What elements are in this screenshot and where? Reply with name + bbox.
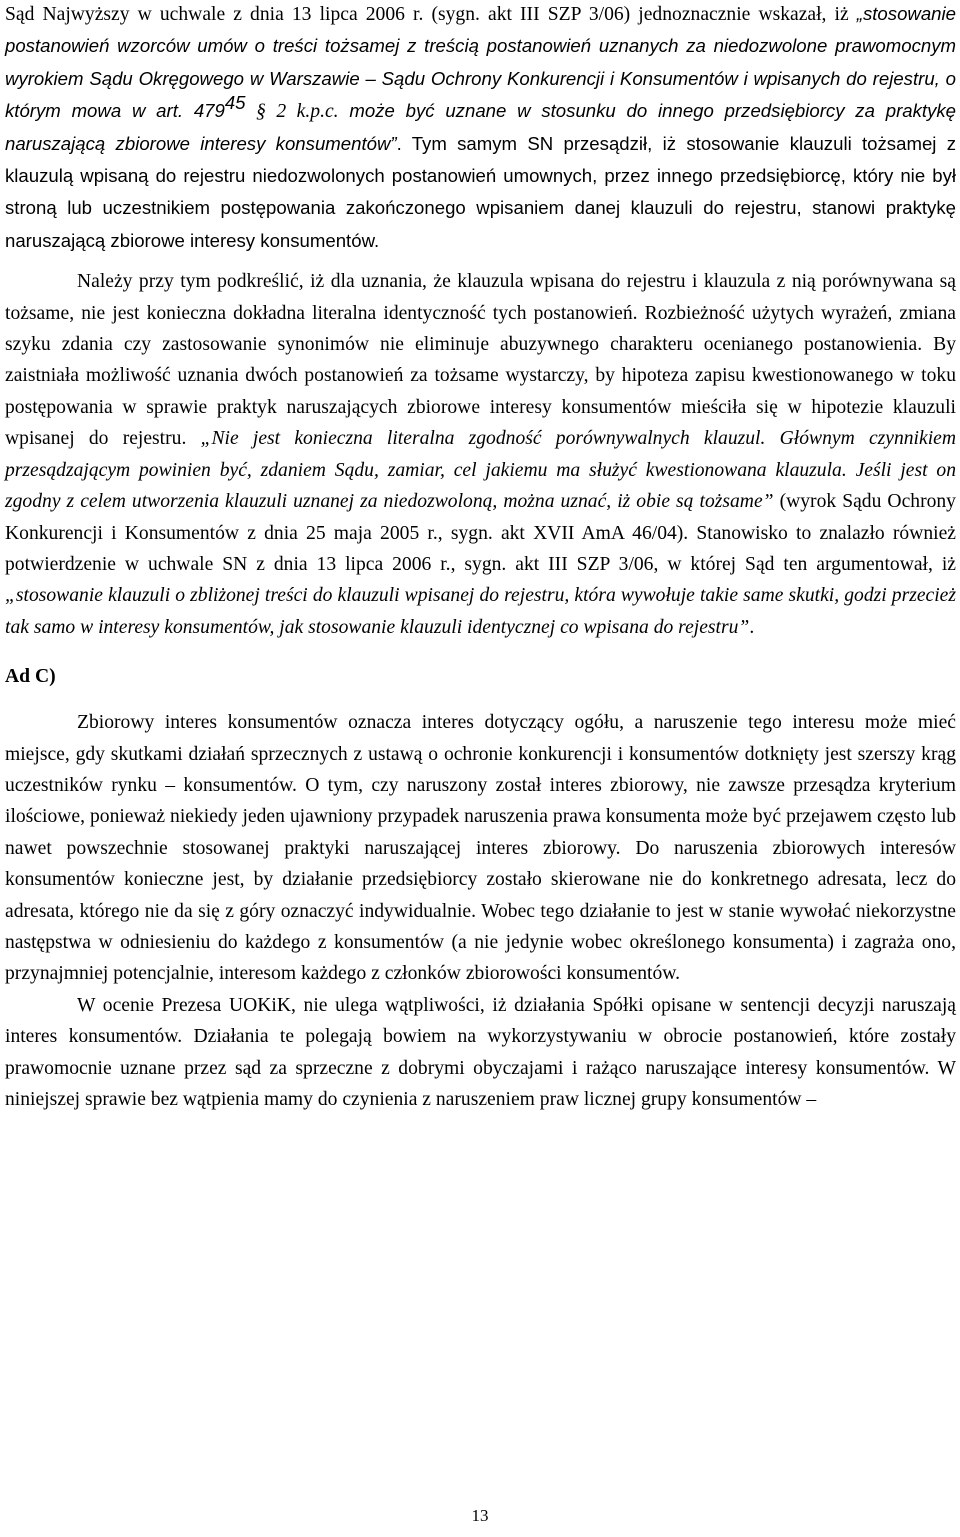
article-reference: § 2 k.p.c. <box>245 101 339 123</box>
paragraph-2-end: . <box>749 616 755 638</box>
paragraph-2 <box>5 266 956 643</box>
quote-sn-argument: „stosowanie klauzuli o zbliżonej treści do klauzuli wpisanej do rejestru, która wywołuje takie same skutki, godzi przecież tak samo w interesy konsumentów, jak stosowanie klauzuli identycznej co wpisana do rejestru” <box>5 585 956 638</box>
page-content <box>5 0 956 1115</box>
page-number: 13 <box>471 1506 489 1525</box>
section-heading: Ad C) <box>5 666 56 688</box>
paragraph-2-citation: (wyrok Sądu Ochrony Konkurencji i Konsumentów z dnia 25 maja 2005 r., sygn. akt XVII AmA 46/04). Stanowisko to znalazło również potwierdzenie w uchwale SN z dnia 13 lipca 2006 r., sygn. akt III SZP 3/06, w której Sąd ten argumentował, iż <box>5 491 956 575</box>
quote-sn-resolution-end: może być uznane w stosunku do innego przedsiębiorcy za praktykę naruszającą zbiorowe interesy konsumentów” <box>5 100 956 154</box>
quote-court-judgment: „Nie jest konieczna literalna zgodność porównywalnych klauzul. Głównym czynnikiem przesądzającym powinien być, zdaniem Sądu, zamiar, cel jakiemu ma służyć kwestionowana klauzula. Jeśli jest on zgodny z celem utworzenia klauzuli uznanej za niedozwoloną, można uznać, iż obie są tożsame” <box>5 428 956 513</box>
paragraph-1-intro: Sąd Najwyższy w uchwale z dnia 13 lipca 2006 r. (sygn. akt III SZP 3/06) jednoznacznie wskazał, iż <box>5 4 857 25</box>
quote-sn-resolution: „stosowanie postanowień wzorców umów o treści tożsamej z treścią postanowień uznanych za niedozwolone prawomocnym wyrokiem Sądu Okręgowego w Warszawie – Sądu Ochrony Konkurencji i Konsumentów i wpisanych do rejestru, o którym mowa w art. 479 <box>5 3 956 122</box>
paragraph-4: W ocenie Prezesa UOKiK, nie ulega wątpliwości, iż działania Spółki opisane w sentencji decyzji naruszają interes konsumentów. Działania te polegają bowiem na wykorzystywaniu w obrocie postanowień, które zostały prawomocnie uznane przez sąd za sprzeczne z dobrymi obyczajami i rażąco naruszające interesy konsumentów. W niniejszej sprawie bez wątpienia mamy do czynienia z naruszeniem praw licznej grupy konsumentów – <box>5 994 956 1110</box>
paragraph-3: Zbiorowy interes konsumentów oznacza interes dotyczący ogółu, a naruszenie tego interesu może mieć miejsce, gdy skutkami działań sprzecznych z ustawą o ochronie konkurencji i konsumentów dotknięty jest szerszy krąg uczestników rynku – konsumentów. O tym, czy naruszony został interes zbiorowy, nie zawsze przesądza kryterium ilościowe, ponieważ niekiedy jeden ujawniony przypadek naruszenia prawa konsumenta może być przejawem często lub nawet powszechnie stosowanej praktyki naruszającej interes zbiorowy. Do naruszenia zbiorowych interesów konsumentów konieczne jest, by działanie przedsiębiorcy zostało skierowane nie do konkretnego adresata, lecz do adresata, którego nie da się z góry oznaczyć indywidualnie. Wobec tego działanie to jest w stanie wywołać niekorzystne następstwa w odniesieniu do każdego z konsumentów (a nie jedynie wobec określonego konsumenta) i zagraża ono, przynajmniej potencjalnie, interesom każdego z członków zbiorowości konsumentów. <box>5 712 956 985</box>
paragraph-2-text: Należy przy tym podkreślić, iż dla uznania, że klauzula wpisana do rejestru i klauzula z nią porównywana są tożsame, nie jest konieczna dokładna literalna identyczność tych postanowień. Rozbieżność użytych wyrażeń, zmiana szyku zdania czy zastosowanie synonimów nie eliminuje abuzywnego charakteru ocenianego postanowienia. By zaistniała możliwość uznania dwóch postanowień za tożsame wystarczy, by hipoteza zapisu kwestionowanego w toku postępowania w sprawie praktyk naruszających zbiorowe interesy konsumentów mieściła się w hipotezie klauzuli wpisanej do rejestru. <box>5 271 956 450</box>
paragraph-1 <box>5 0 956 257</box>
article-superscript: 45 <box>224 92 246 114</box>
paragraph-1-conclusion: . Tym samym SN przesądził, iż stosowanie klauzuli tożsamej z klauzulą wpisaną do rejestru niedozwolonych postanowień umownych, przez innego przedsiębiorcę, który nie był stroną lub uczestnikiem postępowania zakończonego wpisaniem danej klauzuli do rejestru, stanowi praktykę naruszającą zbiorowe interesy konsumentów. <box>5 132 957 251</box>
